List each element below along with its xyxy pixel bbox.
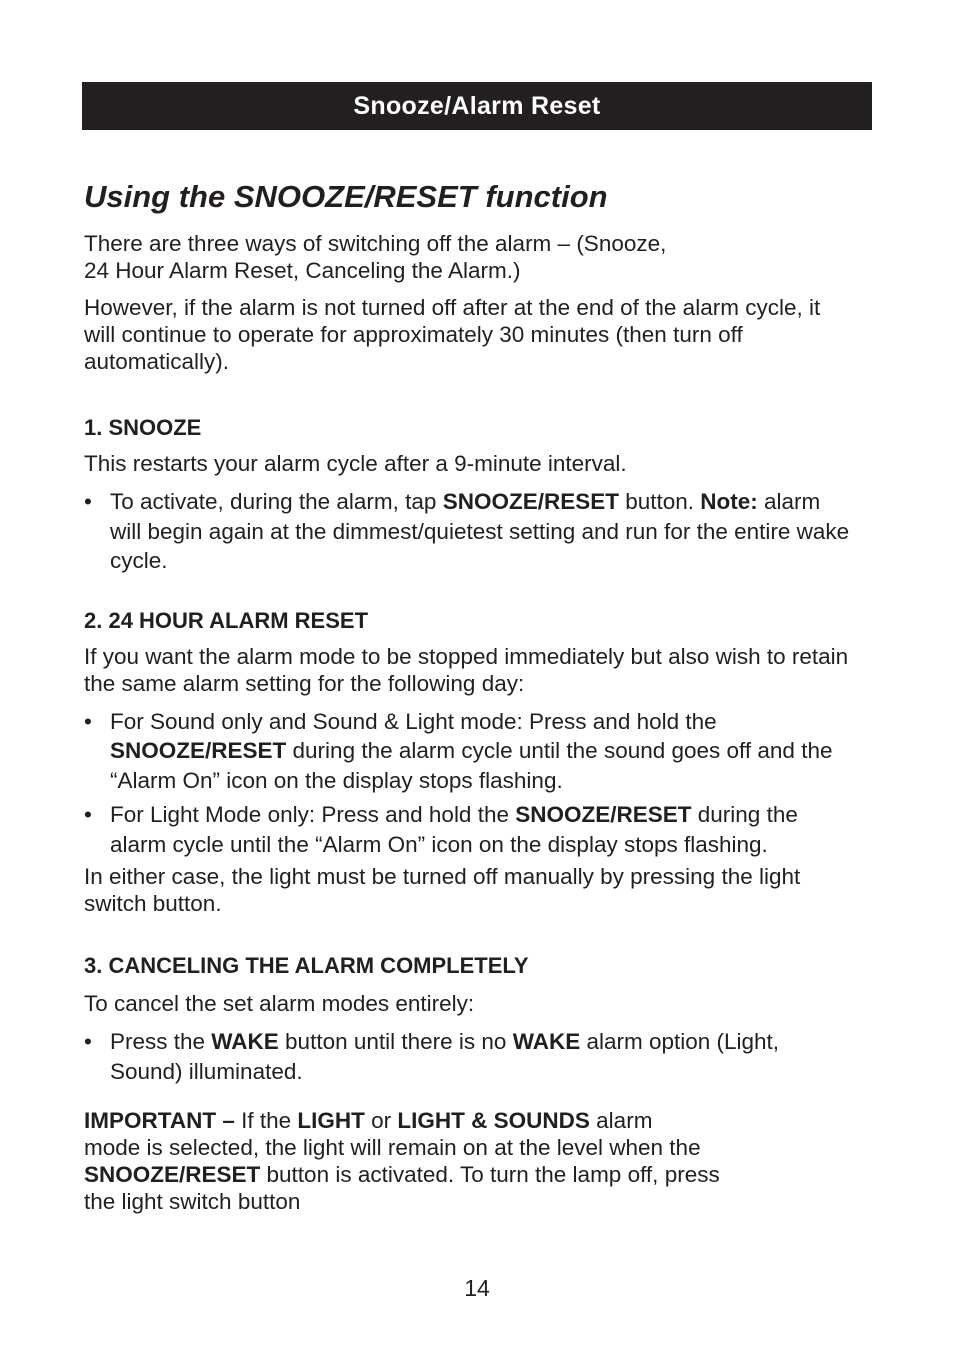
important-text: mode is selected, the light will remain on at the level when the <box>84 1135 701 1160</box>
important-label: IMPORTANT – <box>84 1108 235 1133</box>
bullet-text: Press the <box>110 1029 212 1054</box>
snooze-bullet-list <box>84 487 854 576</box>
reset-24-note: In either case, the light must be turned off manually by pressing the light switch button. <box>84 864 801 916</box>
bullet-text: during the alarm cycle until the “Alarm On” icon on the display stops flashing. <box>110 802 798 857</box>
cancel-bullet-list <box>84 1027 854 1086</box>
important-note <box>84 1107 854 1215</box>
cancel-heading: 3. CANCELING THE ALARM COMPLETELY <box>84 953 529 978</box>
button-name: WAKE <box>512 1029 581 1054</box>
mode-name: LIGHT & SOUNDS <box>397 1108 590 1133</box>
bullet-text: For Light Mode only: Press and hold the <box>110 802 516 827</box>
list-item <box>84 1027 854 1086</box>
reset-24-description: If you want the alarm mode to be stopped immediately but also wish to retain the same alarm setting for the following day: <box>84 643 849 696</box>
note-label: Note: <box>700 489 758 514</box>
list-item <box>84 800 854 859</box>
page-number: 14 <box>464 1275 490 1301</box>
bullet-text: button until there is no <box>278 1029 513 1054</box>
important-text: If the <box>234 1108 298 1133</box>
button-name: SNOOZE/RESET <box>442 489 619 514</box>
bullet-icon: • <box>84 489 92 514</box>
intro-paragraph <box>84 230 854 284</box>
cancel-description: To cancel the set alarm modes entirely: <box>84 991 475 1016</box>
reset-24-heading: 2. 24 HOUR ALARM RESET <box>84 607 369 633</box>
bullet-icon: • <box>84 1029 92 1054</box>
snooze-description: This restarts your alarm cycle after a 9-minute interval. <box>84 451 627 476</box>
bullet-text: For Sound only and Sound & Light mode: Press and hold the <box>110 708 717 734</box>
bullet-text: alarm will begin again at the dimmest/quietest setting and run for the entire wake cycle. <box>110 489 850 573</box>
reset-24-section <box>84 608 854 918</box>
important-text: button is activated. To turn the lamp off, press <box>260 1162 720 1187</box>
bullet-icon: • <box>84 802 92 827</box>
section-header-title: Snooze/Alarm Reset <box>353 91 601 120</box>
intro-line-2: 24 Hour Alarm Reset, Canceling the Alarm.) <box>84 258 521 283</box>
intro-line-1: There are three ways of switching off the alarm – (Snooze, <box>84 231 667 256</box>
page-content <box>84 176 854 1215</box>
snooze-heading: 1. SNOOZE <box>84 415 202 440</box>
reset-24-bullet-list <box>84 707 854 860</box>
button-name: SNOOZE/RESET <box>84 1162 261 1187</box>
bullet-text: To activate, during the alarm, tap <box>110 489 443 514</box>
bullet-text: during the alarm cycle until the sound goes off and the “Alarm On” icon on the display stops flashing. <box>110 738 833 793</box>
section-header-bar <box>82 82 872 130</box>
mode-name: LIGHT <box>297 1108 365 1133</box>
intro-paragraph-2: However, if the alarm is not turned off after at the end of the alarm cycle, it will continue to operate for approximately 30 minutes (then turn off automatically). <box>84 295 821 374</box>
list-item <box>84 707 854 796</box>
button-name: SNOOZE/RESET <box>515 802 692 827</box>
button-name: SNOOZE/RESET <box>110 738 287 763</box>
bullet-text: alarm option (Light, Sound) illuminated. <box>110 1029 780 1084</box>
snooze-section <box>84 415 854 576</box>
bullet-text: button. <box>618 489 701 514</box>
important-text: alarm <box>589 1108 653 1133</box>
important-text: the light switch button <box>84 1189 301 1214</box>
button-name: WAKE <box>211 1029 279 1054</box>
cancel-section <box>84 953 854 1086</box>
page-title: Using the SNOOZE/RESET function <box>84 179 608 214</box>
list-item <box>84 487 854 576</box>
bullet-icon: • <box>84 708 92 734</box>
important-text: or <box>364 1108 398 1133</box>
